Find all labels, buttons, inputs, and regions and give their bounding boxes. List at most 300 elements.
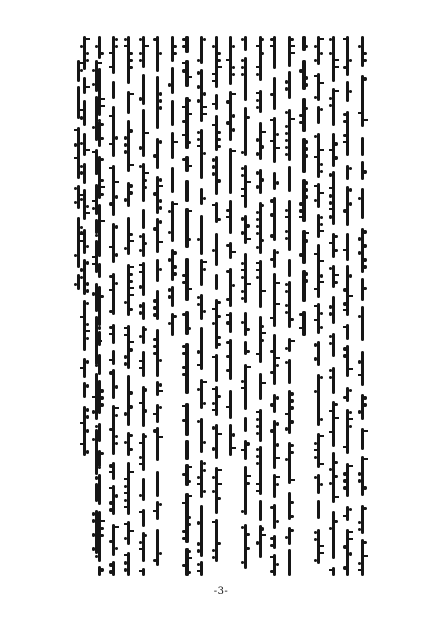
glyph-tooth [188, 480, 191, 483]
glyph-tail [226, 314, 231, 316]
glyph-tooth [226, 341, 229, 344]
glyph-tooth [320, 170, 323, 173]
glyph-tooth [129, 52, 132, 55]
glyph-tail [290, 52, 295, 54]
glyph-tail [275, 282, 280, 284]
glyph-tooth [285, 536, 288, 539]
glyph-stroke [171, 167, 174, 193]
glyph-tooth [144, 435, 147, 438]
glyph-stroke [77, 185, 80, 210]
glyph-stroke [332, 333, 335, 357]
text-column [197, 36, 207, 576]
glyph-stroke [273, 334, 276, 385]
glyph-tooth [86, 415, 89, 418]
glyph-tail [202, 261, 207, 263]
glyph-tooth [153, 352, 156, 355]
glyph-stroke [215, 274, 218, 290]
glyph-tooth [109, 202, 112, 205]
glyph-tail [246, 181, 251, 183]
glyph-tooth [139, 304, 142, 307]
glyph-tooth [329, 97, 332, 100]
glyph-tooth [168, 83, 171, 86]
glyph-tail [348, 368, 353, 370]
glyph-tooth [217, 301, 220, 304]
glyph-tail [241, 387, 246, 389]
glyph-tooth [299, 253, 302, 256]
glyph-tooth [144, 328, 147, 331]
glyph-tail [231, 150, 236, 152]
glyph-stroke [259, 500, 262, 521]
glyph-tooth [86, 245, 89, 248]
glyph-tail [187, 557, 192, 559]
glyph-tooth [329, 342, 332, 345]
page-number: -3- [213, 586, 229, 597]
glyph-stroke [288, 549, 291, 576]
glyph-stroke [332, 171, 335, 225]
glyph-stroke [288, 71, 291, 99]
glyph-tail [314, 305, 319, 307]
glyph-tooth [168, 288, 171, 291]
glyph-tail [187, 165, 192, 167]
glyph-tooth [98, 133, 101, 136]
glyph-tail [79, 62, 84, 64]
glyph-stroke [288, 259, 291, 277]
glyph-tooth [276, 396, 279, 399]
glyph-tooth [290, 392, 293, 395]
glyph-tail [314, 75, 319, 77]
glyph-tooth [109, 371, 112, 374]
glyph-tooth [197, 71, 200, 74]
glyph-tooth [217, 138, 220, 141]
glyph-tooth [363, 258, 366, 261]
glyph-tail [256, 45, 261, 47]
glyph-stroke [112, 223, 115, 263]
glyph-tail [129, 164, 134, 166]
glyph-tooth [139, 97, 142, 100]
glyph-tail [358, 112, 363, 114]
glyph-tooth [343, 134, 346, 137]
glyph-tail [79, 240, 84, 242]
glyph-tooth [363, 52, 366, 55]
glyph-tooth [124, 561, 127, 564]
glyph-tail [319, 463, 324, 465]
glyph-tail [348, 418, 353, 420]
glyph-tooth [320, 216, 323, 219]
glyph-tooth [226, 321, 229, 324]
glyph-tooth [182, 564, 185, 567]
glyph-tooth [363, 486, 366, 489]
glyph-tail [290, 340, 295, 342]
glyph-tooth [261, 38, 264, 41]
glyph-tail [319, 82, 324, 84]
glyph-tail [124, 334, 129, 336]
glyph-tooth [261, 52, 264, 55]
glyph-tooth [299, 114, 302, 117]
glyph-stroke [244, 36, 247, 51]
glyph-tooth [182, 120, 185, 123]
glyph-tooth [305, 154, 308, 157]
glyph-tail [212, 124, 217, 126]
glyph-tooth [98, 299, 101, 302]
glyph-tail [202, 106, 207, 108]
glyph-tooth [159, 503, 162, 506]
glyph-tooth [100, 52, 103, 55]
glyph-tooth [217, 179, 220, 182]
text-column [256, 36, 266, 576]
glyph-tail [139, 271, 144, 273]
glyph-tooth [159, 268, 162, 271]
glyph-stroke [244, 165, 247, 209]
glyph-tooth [212, 165, 215, 168]
glyph-tooth [334, 461, 337, 464]
glyph-tail [129, 266, 134, 268]
glyph-tooth [188, 238, 191, 241]
glyph-tooth [144, 409, 147, 412]
glyph-tail [74, 129, 79, 131]
glyph-tooth [109, 326, 112, 329]
glyph-tooth [98, 431, 101, 434]
glyph-stroke [215, 299, 218, 350]
glyph-tooth [86, 429, 89, 432]
glyph-tail [114, 181, 119, 183]
glyph-tooth [343, 120, 346, 123]
glyph-tooth [217, 343, 220, 346]
glyph-tooth [212, 556, 215, 559]
glyph-tooth [109, 464, 112, 467]
glyph-stroke [259, 260, 262, 308]
glyph-tooth [203, 402, 206, 405]
glyph-tooth [290, 399, 293, 402]
glyph-tooth [129, 448, 132, 451]
glyph-tooth [159, 52, 162, 55]
glyph-tooth [217, 315, 220, 318]
glyph-tooth [261, 339, 264, 342]
glyph-stroke [112, 405, 115, 455]
glyph-tail [290, 45, 295, 47]
glyph-tooth [232, 433, 235, 436]
glyph-tail [348, 295, 353, 297]
glyph-stroke [302, 230, 305, 264]
glyph-tooth [226, 270, 229, 273]
glyph-tooth [115, 282, 118, 285]
glyph-stroke [229, 268, 232, 307]
glyph-stroke [156, 471, 159, 497]
glyph-tooth [270, 371, 273, 374]
glyph-tail [197, 364, 202, 366]
glyph-tooth [343, 479, 346, 482]
glyph-stroke [215, 156, 218, 195]
glyph-stroke [332, 367, 335, 394]
glyph-tooth [217, 52, 220, 55]
glyph-tail [212, 80, 217, 82]
glyph-tail [231, 251, 236, 253]
glyph-tooth [80, 69, 83, 72]
glyph-tooth [290, 515, 293, 518]
glyph-tooth [217, 131, 220, 134]
glyph-tail [129, 93, 134, 95]
glyph-tail [139, 367, 144, 369]
glyph-stroke [273, 535, 276, 549]
glyph-tooth [276, 520, 279, 523]
glyph-tail [348, 465, 353, 467]
glyph-stroke [171, 201, 174, 242]
glyph-tooth [320, 376, 323, 379]
glyph-tail [241, 449, 246, 451]
glyph-tooth [246, 350, 249, 353]
glyph-tooth [217, 218, 220, 221]
glyph-tail [202, 113, 207, 115]
glyph-tooth [363, 244, 366, 247]
glyph-tooth [329, 173, 332, 176]
glyph-tooth [226, 298, 229, 301]
glyph-tooth [115, 195, 118, 198]
glyph-tooth [290, 38, 293, 41]
glyph-tail [285, 413, 290, 415]
glyph-tail [285, 216, 290, 218]
glyph-tail [319, 281, 324, 283]
glyph-tooth [80, 171, 83, 174]
glyph-tail [158, 436, 163, 438]
glyph-tooth [343, 347, 346, 350]
glyph-stroke [200, 259, 203, 287]
glyph-tooth [217, 395, 220, 398]
glyph-stroke [127, 325, 130, 369]
glyph-tooth [305, 147, 308, 150]
glyph-tooth [129, 280, 132, 283]
glyph-tail [329, 149, 334, 151]
text-column [109, 36, 119, 576]
glyph-tooth [153, 306, 156, 309]
glyph-tooth [173, 315, 176, 318]
glyph-tooth [363, 507, 366, 510]
glyph-stroke [112, 165, 115, 216]
glyph-tail [129, 294, 134, 296]
glyph-tail [114, 407, 119, 409]
glyph-tooth [139, 456, 142, 459]
glyph-tail [334, 274, 339, 276]
glyph-tooth [305, 76, 308, 79]
glyph-tail [343, 141, 348, 143]
glyph-tail [304, 232, 309, 234]
glyph-tooth [188, 571, 191, 574]
glyph-tooth [285, 146, 288, 149]
glyph-stroke [346, 186, 349, 226]
glyph-tail [261, 534, 266, 536]
glyph-stroke [215, 519, 218, 562]
glyph-stroke [142, 386, 145, 427]
glyph-tooth [349, 389, 352, 392]
glyph-tooth [159, 178, 162, 181]
glyph-tooth [217, 542, 220, 545]
glyph-tail [109, 471, 114, 473]
glyph-tooth [168, 258, 171, 261]
glyph-tail [187, 76, 192, 78]
glyph-tail [343, 38, 348, 40]
glyph-tooth [232, 45, 235, 48]
glyph-stroke [112, 81, 115, 100]
glyph-tooth [261, 204, 264, 207]
glyph-tail [241, 195, 246, 197]
glyph-tail [109, 143, 114, 145]
glyph-tail [124, 492, 129, 494]
glyph-tail [275, 357, 280, 359]
glyph-tooth [115, 136, 118, 139]
glyph-tail [246, 283, 251, 285]
glyph-tail [363, 430, 368, 432]
glyph-stroke [200, 215, 203, 254]
glyph-tooth [320, 326, 323, 329]
glyph-tooth [129, 66, 132, 69]
glyph-stroke [288, 390, 291, 433]
glyph-tooth [305, 45, 308, 48]
glyph-tail [187, 113, 192, 115]
glyph-stroke [156, 329, 159, 378]
glyph-tooth [358, 479, 361, 482]
glyph-tail [275, 303, 280, 305]
glyph-tooth [98, 333, 101, 336]
glyph-tail [217, 483, 222, 485]
glyph-tooth [86, 360, 89, 363]
glyph-tooth [153, 559, 156, 562]
glyph-tail [182, 502, 187, 504]
glyph-stroke [302, 36, 305, 51]
glyph-tooth [203, 268, 206, 271]
glyph-tooth [256, 232, 259, 235]
glyph-stroke [288, 200, 291, 251]
glyph-tail [109, 167, 114, 169]
glyph-tail [363, 119, 368, 121]
text-column [124, 36, 134, 576]
glyph-tail [197, 570, 202, 572]
glyph-tail [299, 216, 304, 218]
glyph-stroke [142, 163, 145, 202]
glyph-tail [212, 356, 217, 358]
glyph-tooth [226, 355, 229, 358]
glyph-tooth [285, 427, 288, 430]
glyph-tooth [343, 545, 346, 548]
text-column [182, 36, 192, 576]
glyph-tooth [129, 308, 132, 311]
glyph-tooth [329, 201, 332, 204]
glyph-tooth [109, 275, 112, 278]
glyph-tooth [153, 345, 156, 348]
glyph-tooth [320, 223, 323, 226]
glyph-tooth [343, 113, 346, 116]
glyph-tooth [270, 429, 273, 432]
glyph-tooth [343, 396, 346, 399]
glyph-tooth [290, 501, 293, 504]
text-column [329, 36, 339, 576]
glyph-tooth [86, 384, 89, 387]
glyph-stroke [215, 467, 218, 514]
glyph-tooth [159, 206, 162, 209]
glyph-tooth [144, 242, 147, 245]
glyph-tail [109, 333, 114, 335]
glyph-tooth [329, 104, 332, 107]
glyph-tooth [329, 215, 332, 218]
glyph-tail [329, 242, 334, 244]
glyph-tooth [86, 337, 89, 340]
glyph-stroke [332, 88, 335, 126]
glyph-tail [226, 216, 231, 218]
glyph-tooth [188, 550, 191, 553]
glyph-tooth [305, 272, 308, 275]
glyph-tooth [329, 335, 332, 338]
glyph-tail [290, 479, 295, 481]
glyph-tooth [256, 218, 259, 221]
glyph-tail [246, 366, 251, 368]
glyph-tooth [261, 325, 264, 328]
glyph-tooth [173, 45, 176, 48]
glyph-tail [270, 556, 275, 558]
glyph-stroke [215, 233, 218, 266]
glyph-stroke [361, 188, 364, 219]
glyph-tooth [358, 251, 361, 254]
glyph-tail [241, 269, 246, 271]
glyph-tooth [256, 541, 259, 544]
glyph-tooth [86, 289, 89, 292]
glyph-tooth [358, 472, 361, 475]
glyph-stroke [185, 208, 188, 248]
glyph-tooth [203, 152, 206, 155]
glyph-tail [343, 515, 348, 517]
glyph-tooth [276, 364, 279, 367]
glyph-tail [314, 319, 319, 321]
glyph-tooth [86, 59, 89, 62]
glyph-tooth [115, 38, 118, 41]
glyph-tooth [217, 59, 220, 62]
glyph-tooth [212, 426, 215, 429]
glyph-tail [109, 52, 114, 54]
glyph-tooth [129, 59, 132, 62]
glyph-tail [261, 332, 266, 334]
glyph-tail [144, 132, 149, 134]
glyph-tooth [349, 188, 352, 191]
glyph-tooth [109, 501, 112, 504]
glyph-stroke [288, 109, 291, 162]
glyph-stroke [259, 122, 262, 160]
glyph-tooth [124, 355, 127, 358]
glyph-tooth [159, 406, 162, 409]
glyph-stroke [95, 510, 98, 553]
glyph-tooth [182, 419, 185, 422]
glyph-tail [124, 523, 129, 525]
glyph-tail [144, 45, 149, 47]
glyph-stroke [332, 511, 335, 560]
glyph-tail [256, 66, 261, 68]
glyph-tooth [159, 359, 162, 362]
glyph-stroke [200, 561, 203, 576]
glyph-tooth [256, 432, 259, 435]
glyph-tail [97, 340, 102, 342]
glyph-stroke [142, 209, 145, 229]
glyph-tail [158, 185, 163, 187]
glyph-tooth [343, 472, 346, 475]
glyph-stroke [112, 485, 115, 515]
glyph-tooth [212, 447, 215, 450]
glyph-stroke [317, 73, 320, 101]
glyph-tail [212, 409, 217, 411]
glyph-tooth [363, 59, 366, 62]
glyph-stroke [142, 302, 145, 319]
glyph-tooth [290, 406, 293, 409]
glyph-tail [319, 230, 324, 232]
glyph-stroke [185, 60, 188, 87]
glyph-tooth [139, 311, 142, 314]
glyph-stroke [200, 294, 203, 320]
glyph-tooth [144, 186, 147, 189]
glyph-tooth [173, 52, 176, 55]
